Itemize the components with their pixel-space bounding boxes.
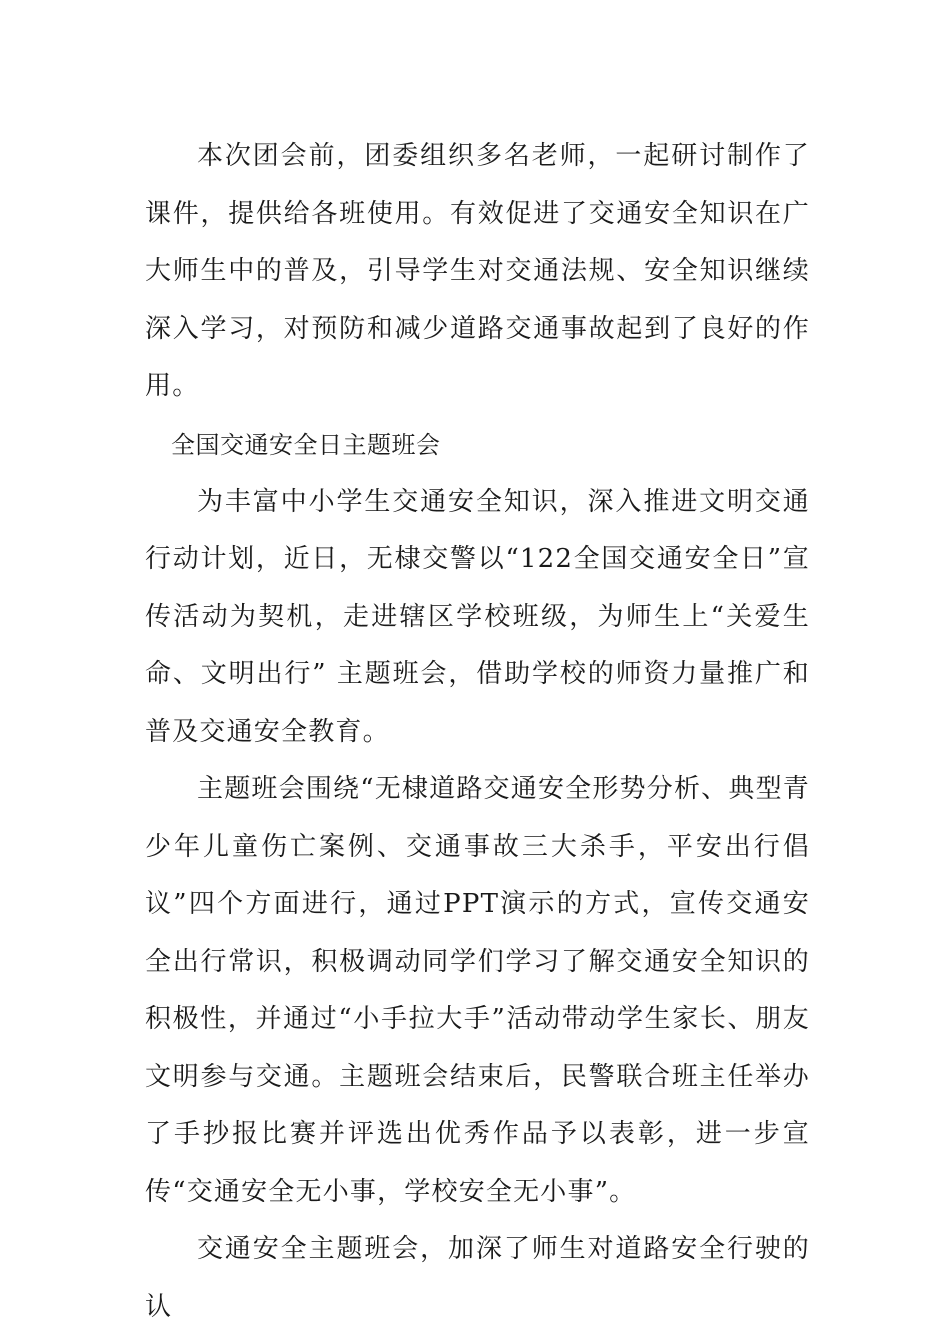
section-heading: 全国交通安全日主题班会 [171, 430, 441, 459]
paragraph-1: 为丰富中小学生交通安全知识，深入推进文明交通行动计划，近日，无棣交警以“122全国交通安全日”宣传活动为契机，走进辖区学校班级，为师生上“关爱生命、文明出行” 主题班会，借助学校的师资力量推广和普及交通安全教育。 [145, 486, 810, 747]
paragraph-2: 主题班会围绕“无棣道路交通安全形势分析、典型青少年儿童伤亡案例、交通事故三大杀手，平安出行倡议”四个方面进行，通过PPT演示的方式，宣传交通安全出行常识，积极调动同学们学习了解交通安全知识的积极性，并通过“小手拉大手”活动带动学生家长、朋友文明参与交通。主题班会结束后，民警联合班主任举办了手抄报比赛并评选出优秀作品予以表彰，进一步宣传“交通安全无小事，学校安全无小事”。 [145, 774, 810, 1207]
paragraph-3: 交通安全主题班会，加深了师生对道路安全行驶的认 [145, 1234, 810, 1322]
paragraph-intro: 本次团会前，团委组织多名老师，一起研讨制作了课件，提供给各班使用。有效促进了交通安全知识在广大师生中的普及，引导学生对交通法规、安全知识继续深入学习，对预防和减少道路交通事故起到了良好的作用。 [145, 141, 810, 401]
document-body [145, 128, 810, 1336]
